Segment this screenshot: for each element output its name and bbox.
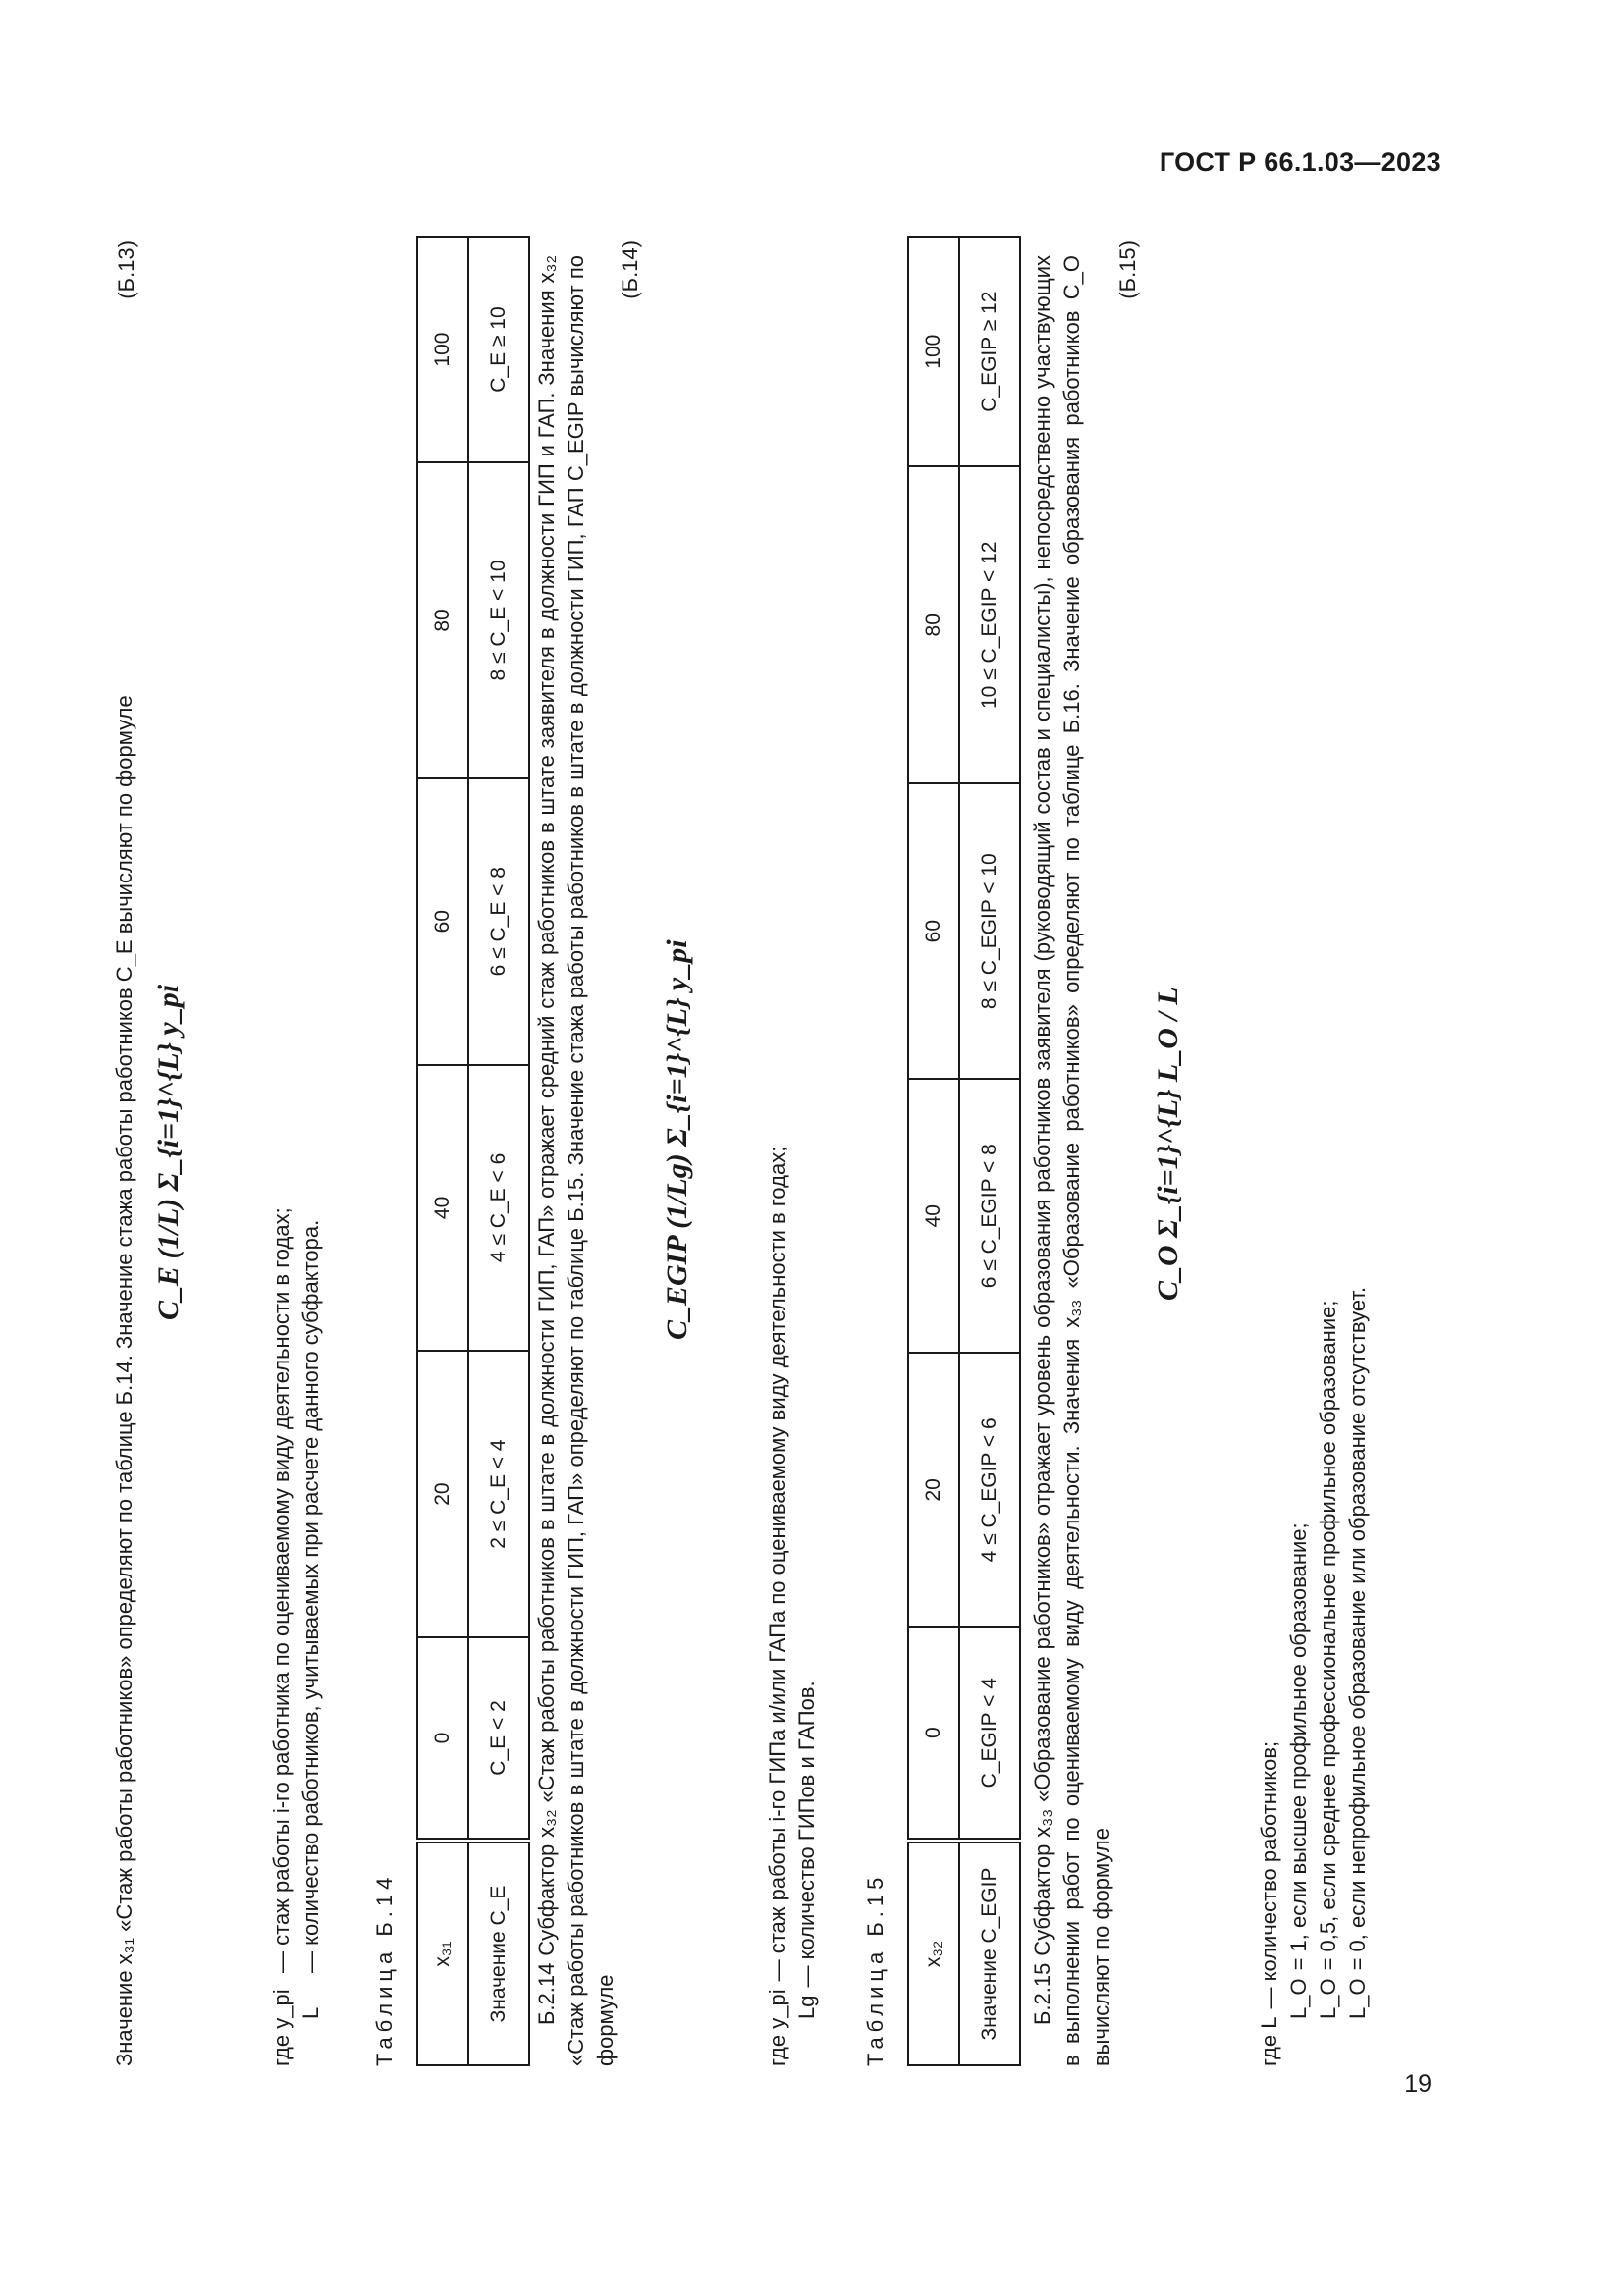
where-b14-desc: — стаж работы i-го ГИПа и/или ГАПа по оцениваемому виду деятельности в годах; — [765, 1146, 789, 1982]
where-b13-desc: — количество работников, учитываемых при расчете данного субфактора. — [298, 1219, 323, 1973]
table-b15-caption: Таблица Б.15 — [863, 1872, 888, 2066]
where-b14-item — [792, 594, 822, 2066]
where-b15-desc: = 1, если высшее профильное образование; — [1286, 1522, 1311, 1971]
formula-b14-lhs: C_EGIP — [661, 1236, 693, 1340]
where-b13 — [267, 594, 326, 2066]
formula-b13-lhs: C_E — [152, 1265, 185, 1320]
where-b14 — [763, 594, 822, 2066]
formula-b13-rhs: (1/L) Σ_{i=1}^{L} y_pi — [152, 984, 185, 1259]
table-row — [417, 237, 468, 2065]
formula-b14 — [660, 939, 695, 1340]
table-cell: C_E ≥ 10 — [468, 237, 529, 462]
table-cell: C_E < 2 — [468, 1637, 529, 1841]
where-b13-item — [297, 594, 326, 2066]
formula-b15 — [1151, 987, 1186, 1301]
rotated-content — [110, 240, 1406, 2066]
table-cell: 40 — [908, 1079, 959, 1353]
where-b13-item — [267, 594, 297, 2066]
table-row — [908, 237, 959, 2065]
where-b15-item — [1314, 594, 1343, 2066]
page-number: 19 — [1404, 2070, 1432, 2098]
table-row — [468, 237, 529, 2065]
table-cell: 40 — [417, 1065, 468, 1352]
formula-b15-number: (Б.15) — [1115, 240, 1140, 299]
table-b15 — [907, 236, 1021, 2066]
formula-b15-rhs: Σ_{i=1}^{L} L_O / L — [1152, 987, 1184, 1238]
table-cell: 100 — [908, 237, 959, 466]
where-b13-symbol: где y_pi — [269, 1989, 294, 2066]
table-b14 — [416, 236, 530, 2066]
formula-b13 — [151, 985, 187, 1320]
table-cell: 4 ≤ C_EGIP < 6 — [959, 1353, 1020, 1627]
where-b15-symbol: L_O — [1316, 1978, 1340, 2019]
b215-text: Б.2.15 Субфактор x₃₃ «Образование работников» отражает уровень образования работников заявителя (руководящий состав и специалисты), непосредственно участвующих в выполнении работ по оцениваемому виду деятельности. Значения x₃₃ «Образование работников» определяют по таблице Б.16. Значение образования работников C_O вычисляют по формуле — [1030, 255, 1113, 2066]
table-cell: C_EGIP ≥ 12 — [959, 237, 1020, 466]
where-b15-desc: = 0,5, если среднее профессиональное профильное образование; — [1316, 1300, 1340, 1971]
where-b14-symbol: Lg — [794, 1995, 819, 2019]
table-cell: 20 — [417, 1351, 468, 1637]
formula-b14-rhs: (1/Lg) Σ_{i=1}^{L} y_pi — [661, 939, 693, 1229]
formula-b15-lhs: C_O — [1152, 1245, 1184, 1301]
where-b13-desc: — стаж работы i-го работника по оцениваемому виду деятельности в годах; — [269, 1207, 294, 1973]
table-row-label: Значение C_EGIP — [959, 1841, 1020, 2065]
b214-paragraph — [532, 255, 621, 2066]
table-cell: 8 ≤ C_EGIP < 10 — [959, 783, 1020, 1079]
table-cell: 0 — [417, 1637, 468, 1841]
where-b15-symbol: L_O — [1286, 1978, 1311, 2019]
standard-header: ГОСТ Р 66.1.03—2023 — [1159, 147, 1441, 177]
where-b15 — [1255, 594, 1373, 2066]
formula-b14-number: (Б.14) — [618, 240, 642, 299]
table-cell: 8 ≤ C_E < 10 — [468, 462, 529, 778]
where-b13-symbol: L — [298, 2006, 323, 2019]
b14-intro — [110, 594, 139, 2066]
where-b14-item — [763, 594, 792, 2066]
table-header-label: x₃₁ — [417, 1841, 468, 2065]
table-cell: 6 ≤ C_E < 8 — [468, 778, 529, 1065]
table-cell: 100 — [417, 237, 468, 462]
where-b15-symbol: L_O — [1345, 1978, 1370, 2019]
table-cell: 10 ≤ C_EGIP < 12 — [959, 466, 1020, 783]
formula-b13-number: (Б.13) — [114, 240, 138, 299]
table-b14-caption: Таблица Б.14 — [372, 1872, 397, 2066]
where-b15-desc: — количество работников; — [1257, 1740, 1281, 2009]
table-cell: 20 — [908, 1353, 959, 1627]
table-cell: 6 ≤ C_EGIP < 8 — [959, 1079, 1020, 1353]
where-b14-desc: — количество ГИПов и ГАПов. — [794, 1681, 819, 1988]
where-b15-item — [1343, 594, 1373, 2066]
where-b14-symbol: где y_pi — [765, 1989, 789, 2066]
b215-paragraph — [1028, 255, 1116, 2066]
table-cell: 4 ≤ C_E < 6 — [468, 1065, 529, 1352]
table-cell: 80 — [417, 462, 468, 778]
table-cell: C_EGIP < 4 — [959, 1627, 1020, 1841]
table-cell: 60 — [417, 778, 468, 1065]
table-row-label: Значение C_E — [468, 1841, 529, 2065]
b14-intro-text: Значение x₃₁ «Стаж работы работников» определяют по таблице Б.14. Значение стажа работы работников C_E вычисляют по формуле — [112, 695, 136, 2066]
where-b15-desc: = 0, если непрофильное образование или образование отсутствует. — [1345, 1286, 1370, 1971]
table-cell: 80 — [908, 466, 959, 783]
table-header-label: x₃₂ — [908, 1841, 959, 2065]
table-cell: 2 ≤ C_E < 4 — [468, 1351, 529, 1637]
b214-text: Б.2.14 Субфактор x₃₂ «Стаж работы работников в штате в должности ГИП, ГАП» отражает средний стаж работников в штате заявителя в должности ГИП и ГАП. Значения x₃₂ «Стаж работы работников в штате в должности ГИП, ГАП» определяют по таблице Б.15. Значение стажа работы работников в штате в должности ГИП, ГАП C_EGIP вычисляют по формуле — [534, 255, 618, 2066]
table-row — [959, 237, 1020, 2065]
where-b15-item — [1255, 594, 1284, 2066]
table-cell: 60 — [908, 783, 959, 1079]
where-b15-item — [1284, 594, 1314, 2066]
table-cell: 0 — [908, 1627, 959, 1841]
where-b15-symbol: где L — [1257, 2016, 1281, 2066]
